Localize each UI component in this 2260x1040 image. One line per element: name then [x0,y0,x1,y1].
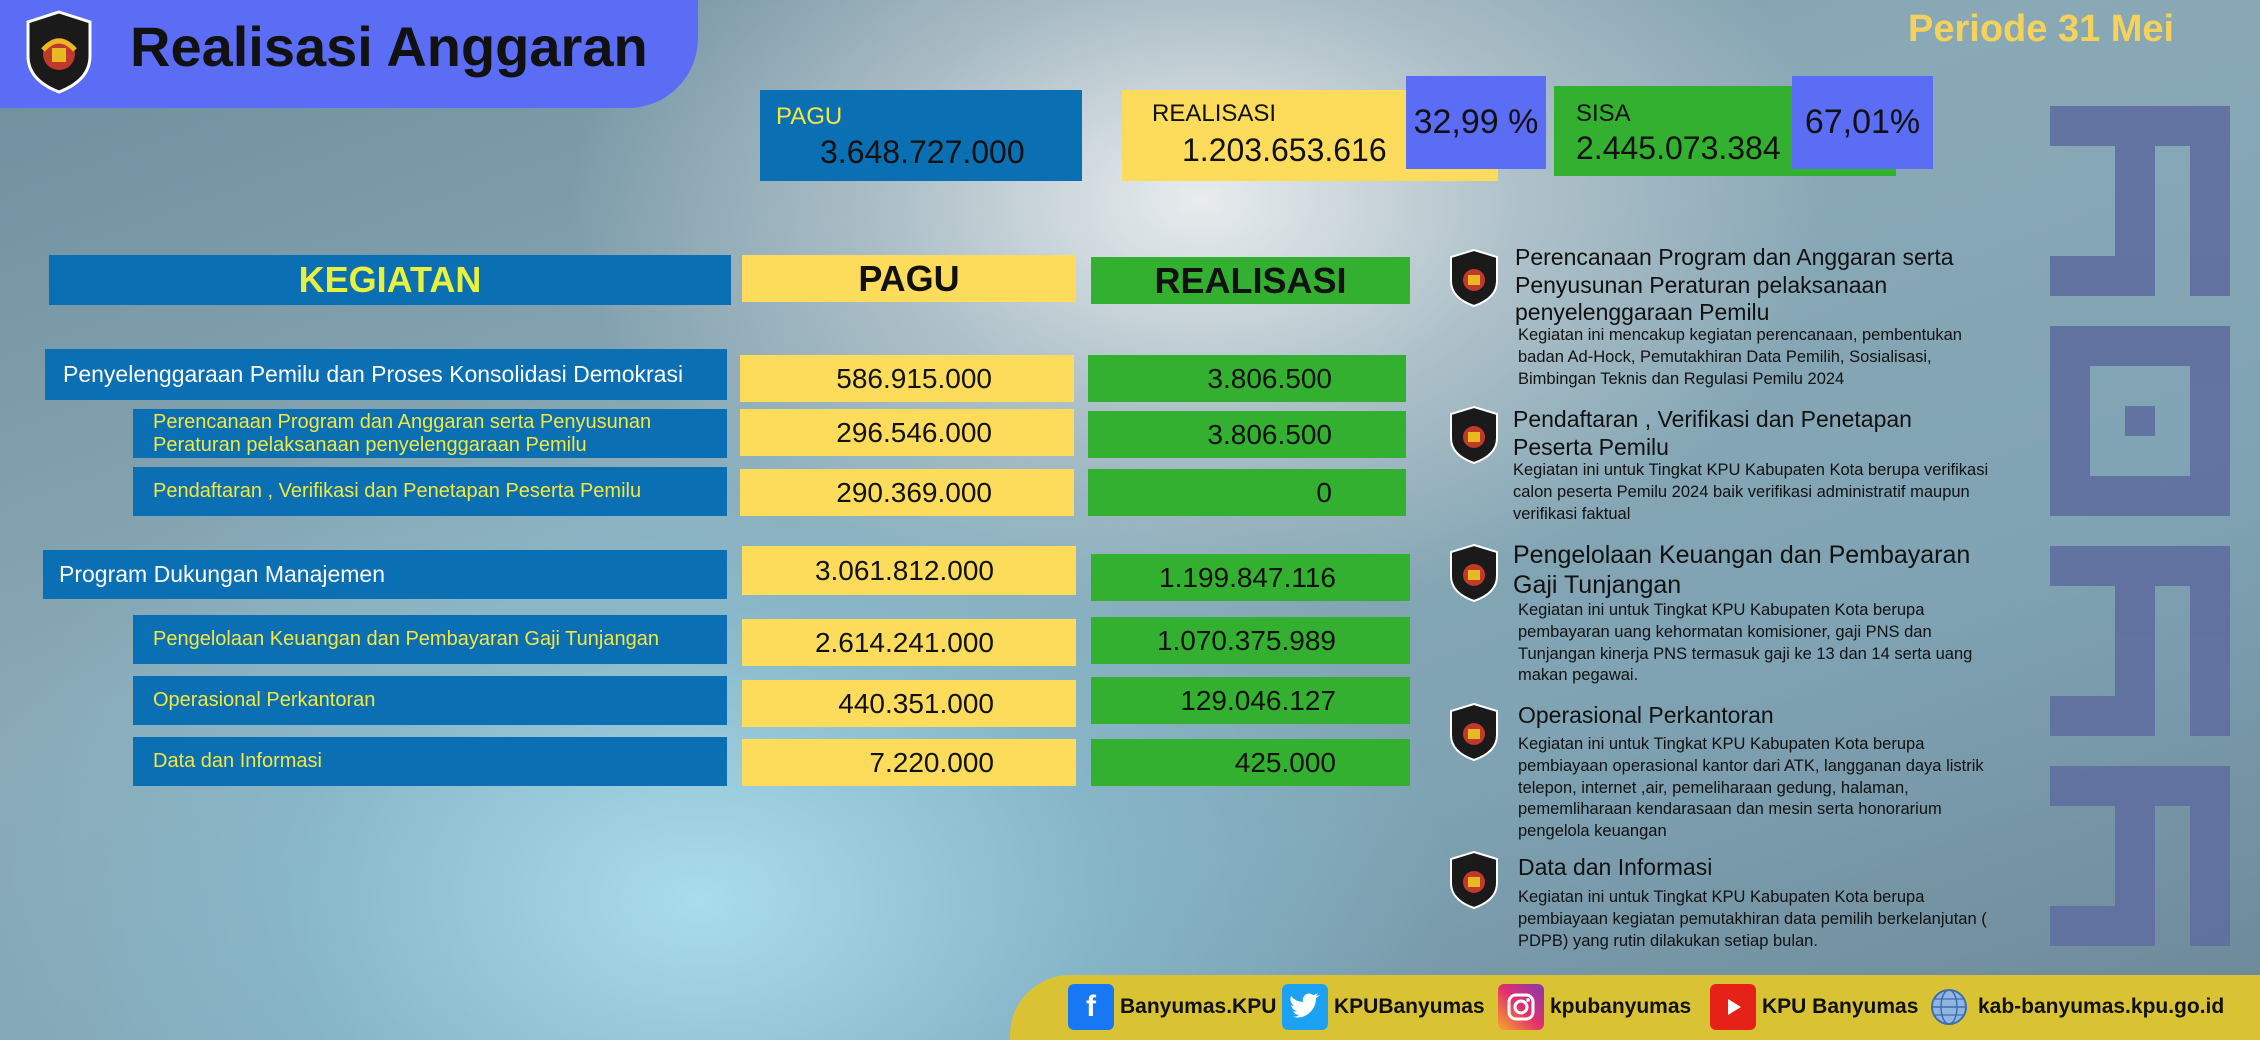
summary-pagu-box [760,90,1082,181]
activity-pagu: 3.061.812.000 [742,546,1076,595]
instagram-icon [1498,984,1544,1030]
kpu-logo [24,10,94,94]
activity-realisasi: 3.806.500 [1088,411,1406,458]
description-title: Pendaftaran , Verifikasi dan Penetapan Peserta Pemilu [1513,406,1912,460]
description-title: Pengelolaan Keuangan dan Pembayaran Gaji Tunjangan [1513,541,1971,599]
summary-realisasi-percent: 32,99 % [1406,76,1546,169]
activity-realisasi: 3.806.500 [1088,355,1406,402]
activity-pagu: 290.369.000 [740,469,1074,516]
activity-name: Pendaftaran , Verifikasi dan Penetapan Peserta Pemilu [133,467,727,516]
kpu-logo-icon [1448,543,1500,603]
header-pagu: PAGU [742,255,1076,302]
website-url: kab-banyumas.kpu.go.id [1978,995,2225,1018]
youtube-icon [1710,984,1756,1030]
activity-realisasi: 425.000 [1091,739,1410,786]
summary-sisa-percent: 67,01% [1792,76,1933,169]
activity-name: Data dan Informasi [133,737,727,786]
year-2022-graphic [2040,96,2240,956]
instagram-link[interactable] [1498,984,1691,1030]
kpu-logo-icon [1448,702,1500,762]
description-text: Kegiatan ini mencakup kegiatan perencanaan, pembentukan badan Ad-Hock, Pemutakhiran Data Pemilih, Sosialisasi, Bimbingan Teknis dan Regulasi Pemilu 2024 [1518,326,1962,388]
activity-realisasi: 1.070.375.989 [1091,617,1410,664]
twitter-link[interactable] [1282,984,1485,1030]
activity-realisasi: 0 [1088,469,1406,516]
activity-name: Pengelolaan Keuangan dan Pembayaran Gaji Tunjangan [133,615,727,664]
activity-pagu: 7.220.000 [742,739,1076,786]
kpu-logo-icon [1448,850,1500,910]
facebook-icon: f [1068,984,1114,1030]
description-text: Kegiatan ini untuk Tingkat KPU Kabupaten Kota berupa verifikasi calon peserta Pemilu 2024 baik verifikasi administratif maupun verifikasi faktual [1513,461,1989,523]
activity-pagu: 586.915.000 [740,355,1074,402]
summary-pagu-value: 3.648.727.000 [820,134,1025,170]
instagram-handle: kpubanyumas [1550,995,1692,1018]
globe-icon [1926,984,1972,1030]
youtube-handle: KPU Banyumas [1762,995,1919,1018]
summary-realisasi-label: REALISASI [1152,100,1277,127]
kpu-logo-icon [1448,405,1500,465]
activity-pagu: 440.351.000 [742,680,1076,727]
summary-sisa-label: SISA [1576,100,1631,127]
description-title: Data dan Informasi [1518,854,1713,880]
activity-pagu: 2.614.241.000 [742,619,1076,666]
description-text: Kegiatan ini untuk Tingkat KPU Kabupaten Kota berupa pembiayaan operasional kantor dari ATK, langganan daya listrik telepon, internet ,air, pemeliharaan gedung, halaman, pememliharaan kendarasaan dan mesin serta honorarium pengelola keuangan [1518,735,1984,841]
activity-pagu: 296.546.000 [740,409,1074,456]
youtube-link[interactable] [1710,984,1918,1030]
summary-realisasi-value: 1.203.653.616 [1182,132,1387,168]
activity-name: Perencanaan Program dan Anggaran serta Penyusunan Peraturan pelaksanaan penyelenggaraan Pemilu [133,409,727,458]
twitter-icon [1282,984,1328,1030]
twitter-handle: KPUBanyumas [1334,995,1485,1018]
website-link[interactable] [1926,984,2224,1030]
activity-name: Penyelenggaraan Pemilu dan Proses Konsolidasi Demokrasi [45,349,727,400]
facebook-handle: Banyumas.KPU [1120,995,1277,1018]
description-title: Operasional Perkantoran [1518,702,1774,728]
header-realisasi: REALISASI [1091,257,1410,304]
summary-sisa-value: 2.445.073.384 [1576,130,1781,166]
facebook-link[interactable] [1068,984,1276,1030]
activity-realisasi: 129.046.127 [1091,677,1410,724]
activity-name: Operasional Perkantoran [133,676,727,725]
header-kegiatan: KEGIATAN [49,255,731,305]
period-label: Periode 31 Mei [1908,8,2175,50]
description-text: Kegiatan ini untuk Tingkat KPU Kabupaten Kota berupa pembayaran uang kehormatan komisioner, gaji PNS dan Tunjangan kinerja PNS termasuk gaji ke 13 dan 14 serta uang makan pegawai. [1518,601,1973,685]
activity-name: Program Dukungan Manajemen [43,550,727,599]
kpu-logo-icon [1448,248,1500,308]
activity-realisasi: 1.199.847.116 [1091,554,1410,601]
page-title: Realisasi Anggaran [130,15,648,78]
description-text: Kegiatan ini untuk Tingkat KPU Kabupaten Kota berupa pembiayaan kegiatan pemutakhiran data pemilih berkelanjutan ( PDPB) yang rutin dilakukan setiap bulan. [1518,888,1987,950]
description-title: Perencanaan Program dan Anggaran serta Penyusunan Peraturan pelaksanaan penyelenggaraan Pemilu [1515,244,1954,326]
summary-pagu-label: PAGU [776,103,843,130]
